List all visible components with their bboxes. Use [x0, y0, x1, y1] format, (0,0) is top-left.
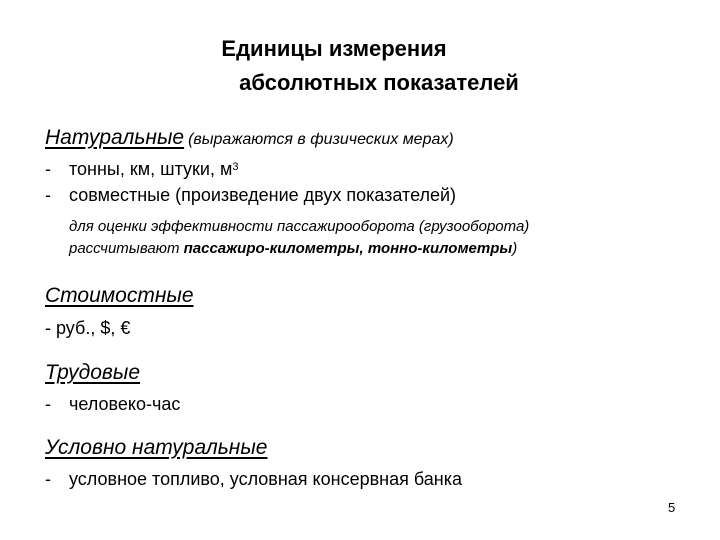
- natural-example: [69, 216, 529, 260]
- title-line-2: абсолютных показателей: [239, 70, 519, 95]
- natural-example-line-2: [69, 238, 529, 260]
- cost-item-1-text: - руб., $, €: [45, 318, 131, 338]
- bullet-dash: -: [45, 469, 51, 489]
- natural-item-2-text: совместные (произведение двух показателей): [69, 185, 457, 205]
- natural-example-line-1: для оценки эффективности пассажирооборота (грузооборота): [69, 218, 530, 235]
- example-suffix: ): [512, 240, 518, 257]
- cost-item-1: [45, 318, 130, 339]
- natural-item-1-superscript: 3: [232, 161, 239, 173]
- heading-labor-label: Трудовые: [45, 361, 140, 384]
- heading-conditional-label: Условно натуральные: [45, 436, 268, 459]
- heading-natural-label: Натуральные: [45, 126, 185, 149]
- bullet-dash: -: [45, 159, 51, 179]
- conditional-item-1-text: условное топливо, условная консервная банка: [69, 469, 462, 489]
- heading-cost: [45, 284, 194, 308]
- heading-natural: [45, 126, 454, 150]
- heading-labor: [45, 361, 140, 385]
- example-bold: пассажиро-километры, тонно-километры: [183, 240, 513, 257]
- labor-item-1-text: человеко-час: [69, 394, 181, 414]
- labor-item-1: [45, 394, 180, 415]
- natural-item-1-text: тонны, км, штуки, м: [69, 159, 233, 179]
- conditional-item-1: [45, 469, 462, 490]
- page-number: 5: [668, 500, 676, 515]
- example-prefix: рассчитывают: [69, 240, 184, 257]
- slide-title: [0, 32, 720, 100]
- natural-item-2: [45, 185, 456, 206]
- heading-cost-label: Стоимостные: [45, 284, 194, 307]
- heading-conditional: [45, 436, 267, 460]
- title-line-1: Единицы измерения: [221, 36, 447, 61]
- natural-item-1: [45, 159, 238, 180]
- bullet-dash: -: [45, 394, 51, 414]
- heading-natural-note: (выражаются в физических мерах): [188, 131, 454, 148]
- bullet-dash: -: [45, 185, 51, 205]
